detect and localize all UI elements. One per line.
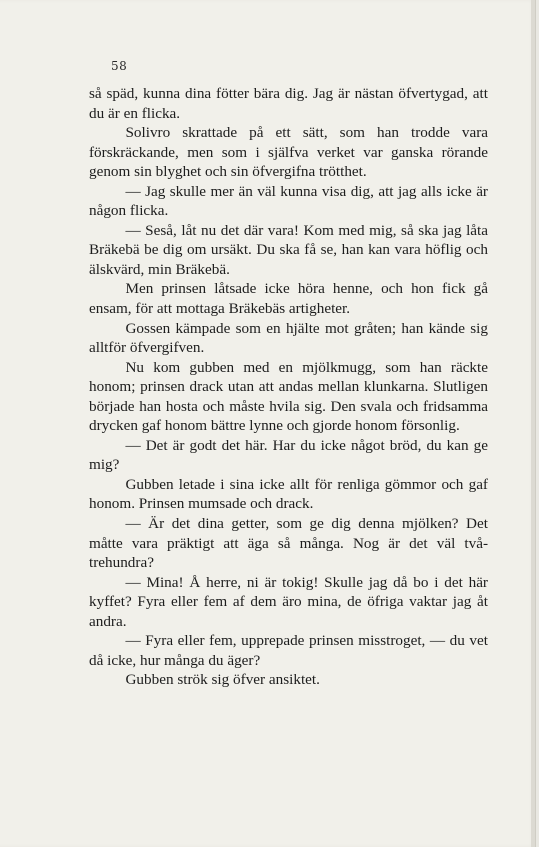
- paragraph: Gubben letade i sina icke allt för renliga gömmor och gaf honom. Prinsen mumsade och drack.: [89, 475, 488, 513]
- paragraph: Gubben strök sig öfver ansiktet.: [125, 671, 320, 689]
- paragraph: Men prinsen låtsade icke höra henne, och hon fick gå ensam, för att mottaga Bräkebäs artigheter.: [89, 280, 488, 318]
- paragraph: — Mina! Å herre, ni är tokig! Skulle jag då bo i det här kyffet? Fyra eller fem af dem äro mina, de öfriga vaktar jag åt andra.: [89, 573, 488, 630]
- paragraph: Gossen kämpade som en hjälte mot gråten; han kände sig alltför öfvergifven.: [89, 319, 488, 357]
- paragraph: Solivro skrattade på ett sätt, som han trodde vara förskräckande, men som i själfva verket var ganska rörande genom sin blyghet och sin öfvergifna trötthet.: [89, 124, 488, 181]
- paragraph: — Seså, låt nu det där vara! Kom med mig, så ska jag låta Bräkebä be dig om ursäkt. Du ska få se, han kan vara höflig och älskvärd, min Bräkebä.: [89, 221, 488, 278]
- paragraph: så späd, kunna dina fötter bära dig. Jag är nästan öfvertygad, att du är en flicka.: [89, 85, 488, 122]
- page-edge: [531, 0, 535, 847]
- paragraph: Nu kom gubben med en mjölkmugg, som han räckte honom; prinsen drack utan att andas mellan klunkarna. Slutligen började han hosta och måste hvila sig. Den svala och fridsamma drycken gaf honom bättre lynne och gjorde honom försonlig.: [89, 358, 488, 435]
- body-text: [89, 84, 488, 690]
- paragraph: — Jag skulle mer än väl kunna visa dig, att jag alls icke är någon flicka.: [89, 182, 488, 220]
- paragraph: — Fyra eller fem, upprepade prinsen misstroget, — du vet då icke, hur många du äger?: [89, 632, 488, 669]
- paragraph: — Är det dina getter, som ge dig denna mjölken? Det måtte vara präktigt att äga så många. Nog är det väl två-trehundra?: [89, 515, 488, 572]
- page-number: 58: [111, 59, 128, 73]
- paragraph: — Det är godt det här. Har du icke något bröd, du kan ge mig?: [89, 436, 488, 474]
